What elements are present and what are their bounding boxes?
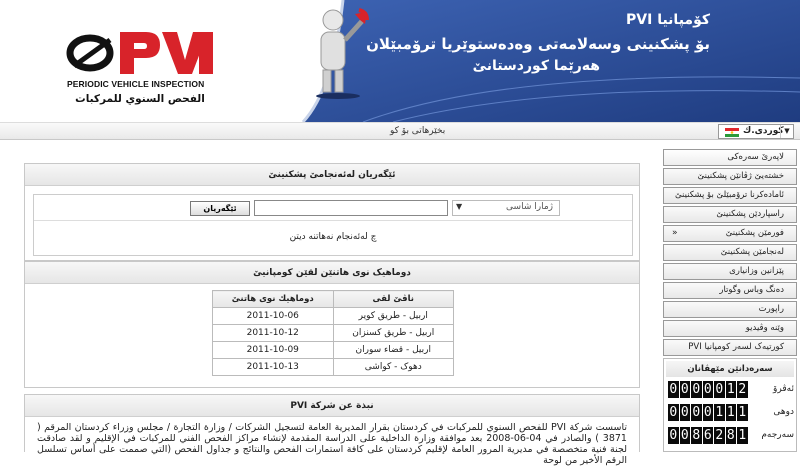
counter-digit: 1 bbox=[726, 405, 735, 420]
sidebar-item-forms[interactable] bbox=[663, 225, 797, 242]
counter-digit: 1 bbox=[738, 405, 747, 420]
search-form bbox=[33, 194, 633, 256]
counter-digits bbox=[668, 404, 749, 421]
nav-link-welcome[interactable]: بخێرهاتی بۆ کو bbox=[390, 126, 446, 136]
top-navbar bbox=[0, 122, 800, 140]
counter-digit: 0 bbox=[680, 428, 689, 443]
wrench-mascot-icon bbox=[303, 0, 373, 100]
chevron-down-icon[interactable]: ▼ bbox=[456, 202, 463, 211]
sidebar-item-label: پێزانین وزانیاری bbox=[729, 266, 784, 276]
row-date: 2011-10-06 bbox=[213, 308, 334, 325]
search-panel-title: ئێگەریان لەئەنجامێ پشکنینێ bbox=[25, 164, 639, 186]
branch-updates-title: دوماهیک نوی هاتنێن لقێن کومپانیێ bbox=[25, 262, 639, 284]
table-header-row bbox=[213, 291, 454, 308]
nav-links bbox=[386, 126, 449, 136]
header-banner bbox=[303, 0, 800, 122]
search-button[interactable]: ئێگەریان bbox=[190, 201, 250, 216]
counter-digits bbox=[668, 427, 749, 444]
sidebar-item-label: کورتیەک لسەر کومپانیا PVI bbox=[688, 342, 784, 352]
sidebar-item-label: دەنگ وباس وگوتار bbox=[719, 285, 784, 295]
sidebar-item-label: راسپاردێن پشکنینێ bbox=[716, 209, 784, 219]
sidebar-item-media[interactable] bbox=[663, 320, 797, 337]
sidebar-item-label: راپورت bbox=[758, 304, 784, 314]
row-date: 2011-10-13 bbox=[213, 359, 334, 376]
site-header bbox=[0, 0, 800, 120]
sidebar-item-label: فورمێن پشکنینێ bbox=[725, 228, 784, 238]
sidebar-item-vehicle-prep[interactable] bbox=[663, 187, 797, 204]
chevron-down-icon[interactable]: ▼ bbox=[780, 125, 793, 138]
counter-label: سەرجەم bbox=[761, 430, 794, 440]
search-type-label: ژمارا شاسی bbox=[506, 202, 553, 212]
visitor-counter bbox=[663, 358, 797, 452]
branch-updates-table bbox=[212, 290, 454, 376]
counter-digit: 1 bbox=[715, 405, 724, 420]
branch-updates-panel bbox=[24, 261, 640, 388]
row-branch: اربیل - طریق کویر bbox=[333, 308, 454, 325]
sidebar-item-label: لاپەرێ سەرەکی bbox=[727, 152, 784, 162]
search-type-select[interactable] bbox=[452, 200, 560, 216]
sidebar-menu bbox=[663, 149, 797, 358]
sidebar-item-label: لەنجامێن پشکنینێ bbox=[720, 247, 784, 257]
logo-caption: PERIODIC VEHICLE INSPECTION bbox=[67, 79, 205, 89]
pvi-logo-icon bbox=[66, 26, 214, 78]
row-date: 2011-10-12 bbox=[213, 325, 334, 342]
logo-arabic-title: الفحص السنوي للمركبات bbox=[75, 93, 205, 105]
banner-title-region: هەرێما کوردستانێ bbox=[472, 58, 600, 74]
counter-digit: 0 bbox=[692, 405, 701, 420]
double-chevron-icon: » bbox=[672, 228, 678, 238]
banner-title-slogan: بۆ پشکنینی وسەلامەتی وەدەستوێریا ترۆمبێلان bbox=[366, 35, 710, 53]
language-select[interactable] bbox=[718, 124, 794, 139]
counter-digit: 1 bbox=[726, 382, 735, 397]
counter-digit: 0 bbox=[692, 382, 701, 397]
about-panel-title: نبذة عن شركة PVI bbox=[25, 395, 639, 417]
counter-row-today bbox=[668, 381, 796, 399]
counter-label: ئەڤرۆ bbox=[773, 384, 794, 394]
table-row bbox=[213, 325, 454, 342]
search-row bbox=[34, 195, 632, 221]
about-text: تاسست شركة PVI للفحص السنوي للمركبات في كردستان بقرار المديرية العامة لتسجيل الشركات / وزارة التجارة / مجلس وزراء كردستان المرقم ( 3871 ) والصادر في 04-06-2008 بعد موافقة وزارة الداخلية على الدراسة المقدمة لإنشاء مراكز الفحص الفني للمركبات في الإقليم و لقد صادقت لجنة فنية متخصصة في مديرية المرور العامة لإقليم كردستان على كافة استمارات الفحص والنتائج و جداول الفحص (التي صممت على أساس تسلسل الرقم الأخير من لوحة bbox=[37, 422, 627, 466]
counter-digit: 2 bbox=[738, 382, 747, 397]
counter-digit: 8 bbox=[726, 428, 735, 443]
column-header-branch: ناڤێ لقی bbox=[333, 291, 454, 308]
counter-digits bbox=[668, 381, 749, 398]
counter-digit: 0 bbox=[669, 405, 678, 420]
counter-digit: 8 bbox=[692, 428, 701, 443]
counter-digit: 6 bbox=[703, 428, 712, 443]
sidebar-item-label: ئامادەکرنا ترۆمبێلێ بۆ پشکنینێ bbox=[674, 190, 784, 200]
row-branch: اربیل - قضاء سوران bbox=[333, 342, 454, 359]
sidebar-item-results[interactable] bbox=[663, 244, 797, 261]
counter-digit: 0 bbox=[669, 382, 678, 397]
table-row bbox=[213, 359, 454, 376]
search-result-text: چ لەئەنجام نەهاتنە دیتن bbox=[289, 232, 377, 242]
counter-digit: 1 bbox=[738, 428, 747, 443]
counter-digit: 0 bbox=[703, 382, 712, 397]
counter-digit: 2 bbox=[715, 428, 724, 443]
sidebar-item-label: وێنە وڤیدیو bbox=[745, 323, 784, 333]
counter-digit: 0 bbox=[715, 382, 724, 397]
counter-digit: 0 bbox=[669, 428, 678, 443]
counter-label: دوهی bbox=[773, 407, 794, 417]
sidebar-item-information[interactable] bbox=[663, 263, 797, 280]
banner-title-company: کۆمپانیا PVI bbox=[626, 12, 710, 28]
counter-digit: 0 bbox=[680, 405, 689, 420]
logo-area[interactable] bbox=[0, 0, 310, 120]
about-panel bbox=[24, 394, 640, 466]
counter-digit: 0 bbox=[703, 405, 712, 420]
sidebar-item-label: خشتەیێ ژڤانێن پشکنینێ bbox=[697, 171, 784, 181]
visitor-counter-title: سەرەدانێن مێهڤانان bbox=[666, 361, 794, 377]
search-panel bbox=[24, 163, 640, 261]
language-label: کوردی.ك bbox=[743, 126, 784, 136]
sidebar-item-about-company[interactable] bbox=[663, 339, 797, 356]
counter-digit: 0 bbox=[680, 382, 689, 397]
sidebar-item-instructions[interactable] bbox=[663, 206, 797, 223]
counter-row-yesterday bbox=[668, 404, 796, 422]
sidebar-item-home[interactable] bbox=[663, 149, 797, 166]
column-header-date: دوماهیك نوی هاتنێ bbox=[213, 291, 334, 308]
counter-row-total bbox=[668, 427, 796, 445]
row-branch: دهوک - کواشی bbox=[333, 359, 454, 376]
sidebar-item-news[interactable] bbox=[663, 282, 797, 299]
sidebar-item-reports[interactable] bbox=[663, 301, 797, 318]
row-branch: اربیل - طریق کسنزان bbox=[333, 325, 454, 342]
table-row bbox=[213, 308, 454, 325]
kurdistan-flag-icon bbox=[725, 128, 739, 137]
row-date: 2011-10-09 bbox=[213, 342, 334, 359]
table-row bbox=[213, 342, 454, 359]
search-input[interactable] bbox=[254, 200, 448, 216]
sidebar-item-schedule[interactable] bbox=[663, 168, 797, 185]
